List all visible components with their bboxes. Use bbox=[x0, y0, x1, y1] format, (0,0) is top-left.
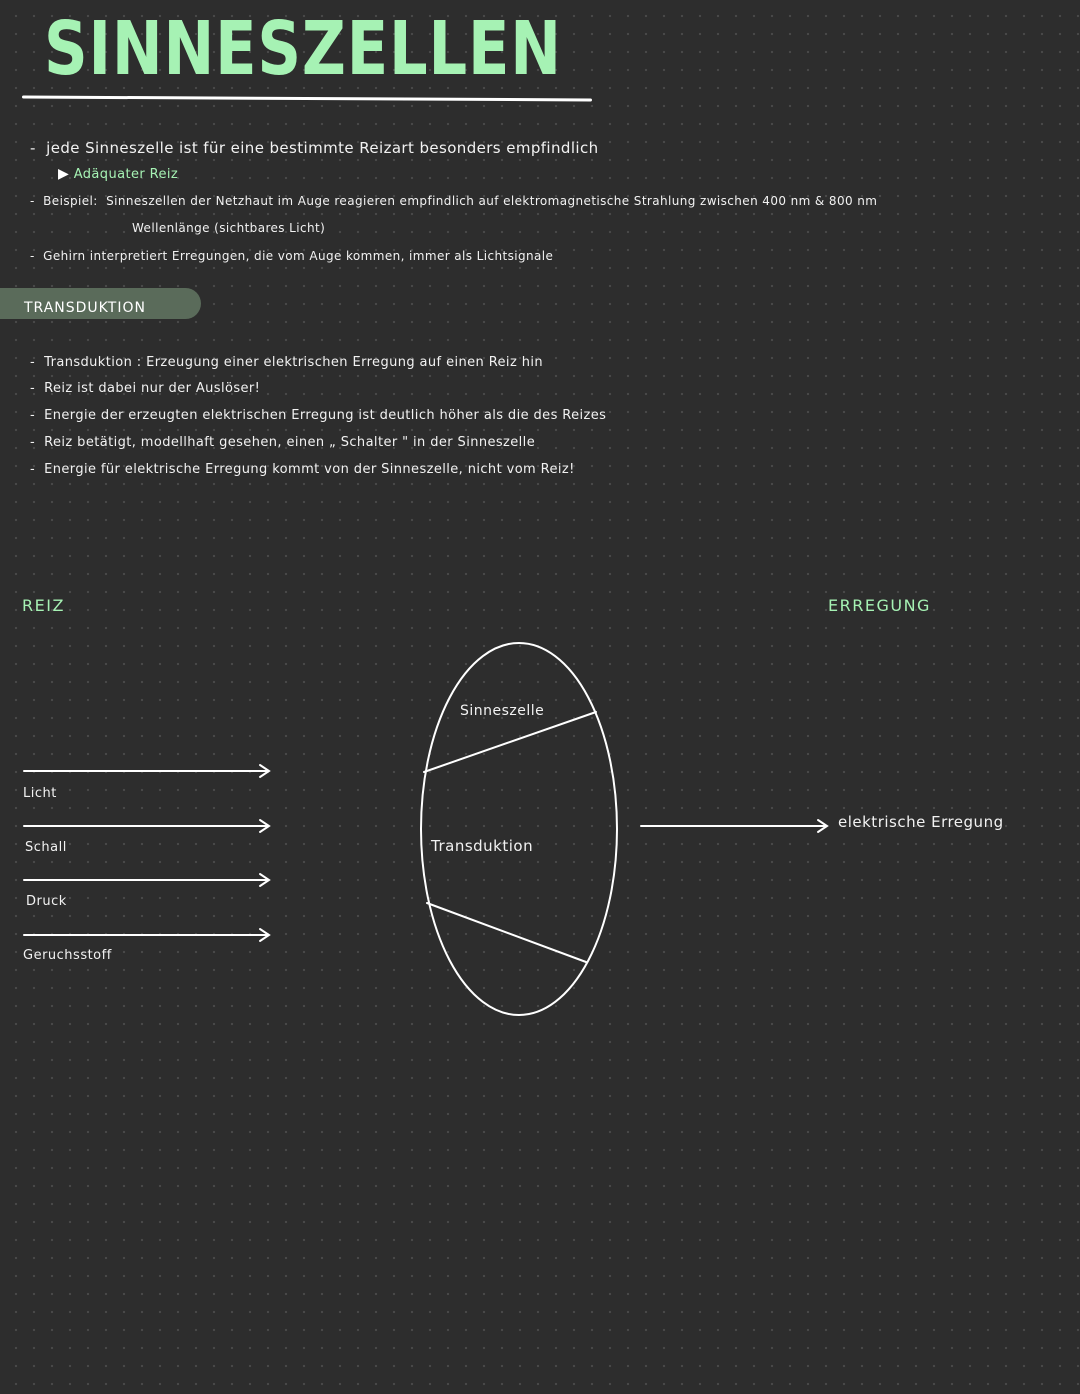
bullet-text: Reiz betätigt, modellhaft gesehen, einen „ Schalter " in der Sinneszelle bbox=[44, 435, 536, 450]
arrow-druck bbox=[24, 874, 269, 886]
stimulus-label-geruchsstoff: Geruchsstoff bbox=[23, 948, 112, 963]
arrow-geruchsstoff bbox=[24, 929, 269, 941]
ellipse-divider-top bbox=[424, 712, 596, 772]
page-title: SINNESZELLEN bbox=[44, 6, 562, 92]
arrow-licht bbox=[24, 765, 269, 777]
dash-bullet: - bbox=[30, 194, 44, 208]
dash-bullet: - bbox=[30, 462, 45, 477]
stimulus-label-druck: Druck bbox=[26, 894, 67, 909]
triangle-icon: ▶ bbox=[58, 166, 70, 182]
bullet-text: Transduktion : Erzeugung einer elektrischen Erregung auf einen Reiz hin bbox=[44, 355, 543, 370]
ellipse-divider-bottom bbox=[427, 903, 586, 962]
bullet-text: Energie der erzeugten elektrischen Erregung ist deutlich höher als die des Reizes bbox=[44, 408, 607, 423]
beispiel-label: Beispiel: bbox=[43, 194, 98, 208]
reiz-heading: REIZ bbox=[22, 596, 65, 615]
bullet-text: Energie für elektrische Erregung kommt von der Sinneszelle, nicht vom Reiz! bbox=[44, 462, 575, 477]
dash-bullet: - bbox=[30, 435, 45, 450]
cell-top-label: Sinneszelle bbox=[460, 703, 545, 719]
stimulus-label-schall: Schall bbox=[25, 840, 67, 855]
dash-bullet: - bbox=[30, 249, 44, 263]
bullet-text: Reiz ist dabei nur der Auslöser! bbox=[44, 381, 261, 396]
stimulus-label-licht: Licht bbox=[23, 786, 57, 801]
dash-bullet: - bbox=[30, 408, 45, 423]
intro-line-2-cont: Wellenlänge (sichtbares Licht) bbox=[132, 221, 326, 235]
cell-middle-label: Transduktion bbox=[431, 837, 534, 855]
arrow-schall bbox=[24, 820, 269, 832]
intro-line-2-text: Sinneszellen der Netzhaut im Auge reagieren empfindlich auf elektromagnetische Strahlung zwischen 400 nm & 800 nm bbox=[106, 194, 878, 208]
section-label: TRANSDUKTION bbox=[24, 300, 146, 316]
intro-line-1-text: jede Sinneszelle ist für eine bestimmte Reizart besonders empfindlich bbox=[46, 139, 599, 157]
erregung-heading: ERREGUNG bbox=[828, 596, 931, 615]
dash-bullet: - bbox=[30, 355, 45, 370]
dash-bullet: - bbox=[30, 381, 45, 396]
intro-line-3-text: Gehirn interpretiert Erregungen, die vom Auge kommen, immer als Lichtsignale bbox=[43, 249, 554, 263]
sinneszelle-ellipse bbox=[421, 643, 617, 1015]
arrow-output bbox=[641, 820, 827, 832]
output-label: elektrische Erregung bbox=[838, 813, 1004, 831]
dash-bullet: - bbox=[30, 139, 47, 157]
adaequater-reiz-label: Adäquater Reiz bbox=[73, 167, 179, 182]
